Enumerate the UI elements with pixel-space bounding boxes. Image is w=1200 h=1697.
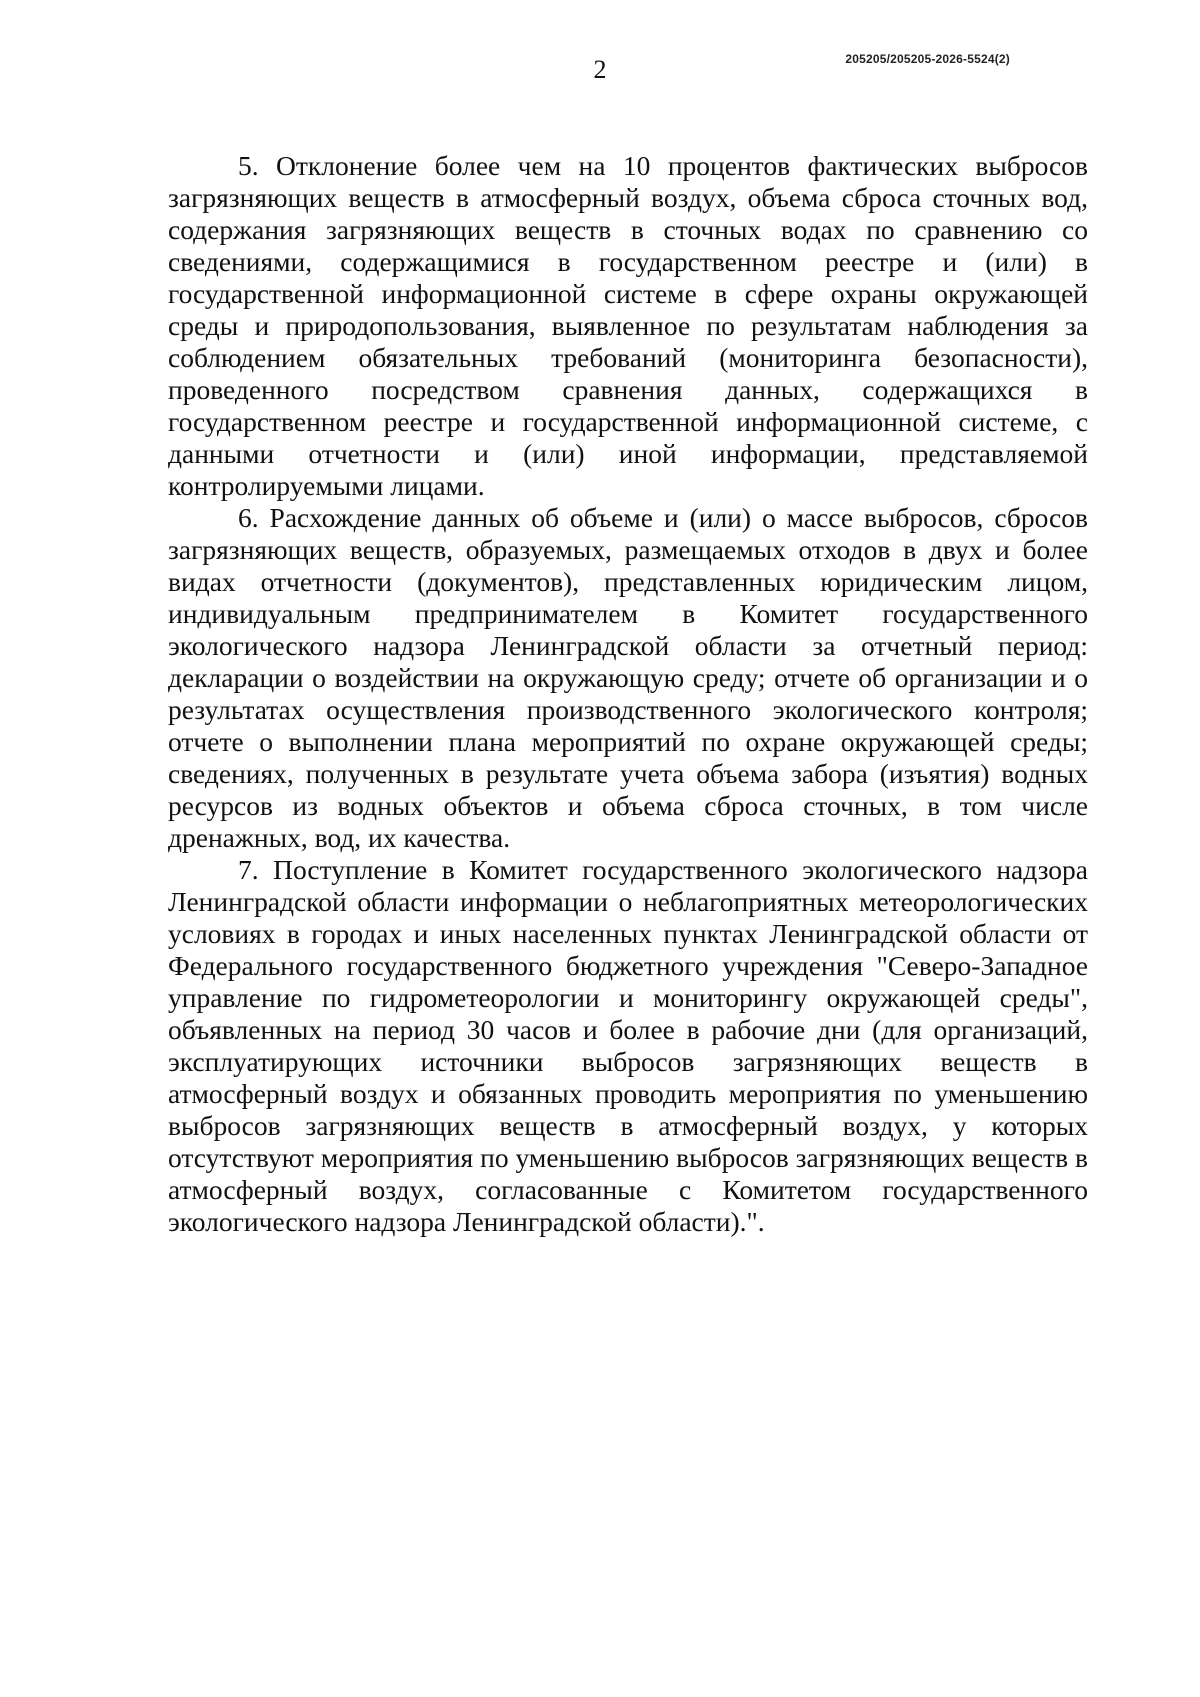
document-body xyxy=(168,150,1088,1238)
paragraph-item-5: 5. Отклонение более чем на 10 процентов фактических выбросов загрязняющих веществ в атмосферный воздух, объема сброса сточных вод, содержания загрязняющих веществ в сточных водах по сравнению со сведениями, содержащимися в государственном реестре и (или) в государственной информационной системе в сфере охраны окружающей среды и природопользования, выявленное по результатам наблюдения за соблюдением обязательных требований (мониторинга безопасности), проведенного посредством сравнения данных, содержащихся в государственном реестре и государственной информационной системе, с данными отчетности и (или) иной информации, представляемой контролируемыми лицами. xyxy=(168,150,1088,501)
page-number: 2 xyxy=(593,55,607,84)
paragraph-item-7: 7. Поступление в Комитет государственного экологического надзора Ленинградской области информации о неблагоприятных метеорологических условиях в городах и иных населенных пунктах Ленинградской области от Федерального государственного бюджетного учреждения "Северо-Западное управление по гидрометеорологии и мониторингу окружающей среды", объявленных на период 30 часов и более в рабочие дни (для организаций, эксплуатирующих источники выбросов загрязняющих веществ в атмосферный воздух и обязанных проводить мероприятия по уменьшению выбросов загрязняющих веществ в атмосферный воздух, у которых отсутствуют мероприятия по уменьшению выбросов загрязняющих веществ в атмосферный воздух, согласованные с Комитетом государственного экологического надзора Ленинградской области).". xyxy=(168,854,1088,1237)
paragraph-item-6: 6. Расхождение данных об объеме и (или) о массе выбросов, сбросов загрязняющих веществ, образуемых, размещаемых отходов в двух и более видах отчетности (документов), представленных юридическим лицом, индивидуальным предпринимателем в Комитет государственного экологического надзора Ленинградской области за отчетный период: декларации о воздействии на окружающую среду; отчете об организации и о результатах осуществления производственного экологического контроля; отчете о выполнении плана мероприятий по охране окружающей среды; сведениях, полученных в результате учета объема забора (изъятия) водных ресурсов из водных объектов и объема сброса сточных, в том числе дренажных, вод, их качества. xyxy=(168,502,1088,853)
document-id: 205205/205205-2026-5524(2) xyxy=(845,52,1010,66)
